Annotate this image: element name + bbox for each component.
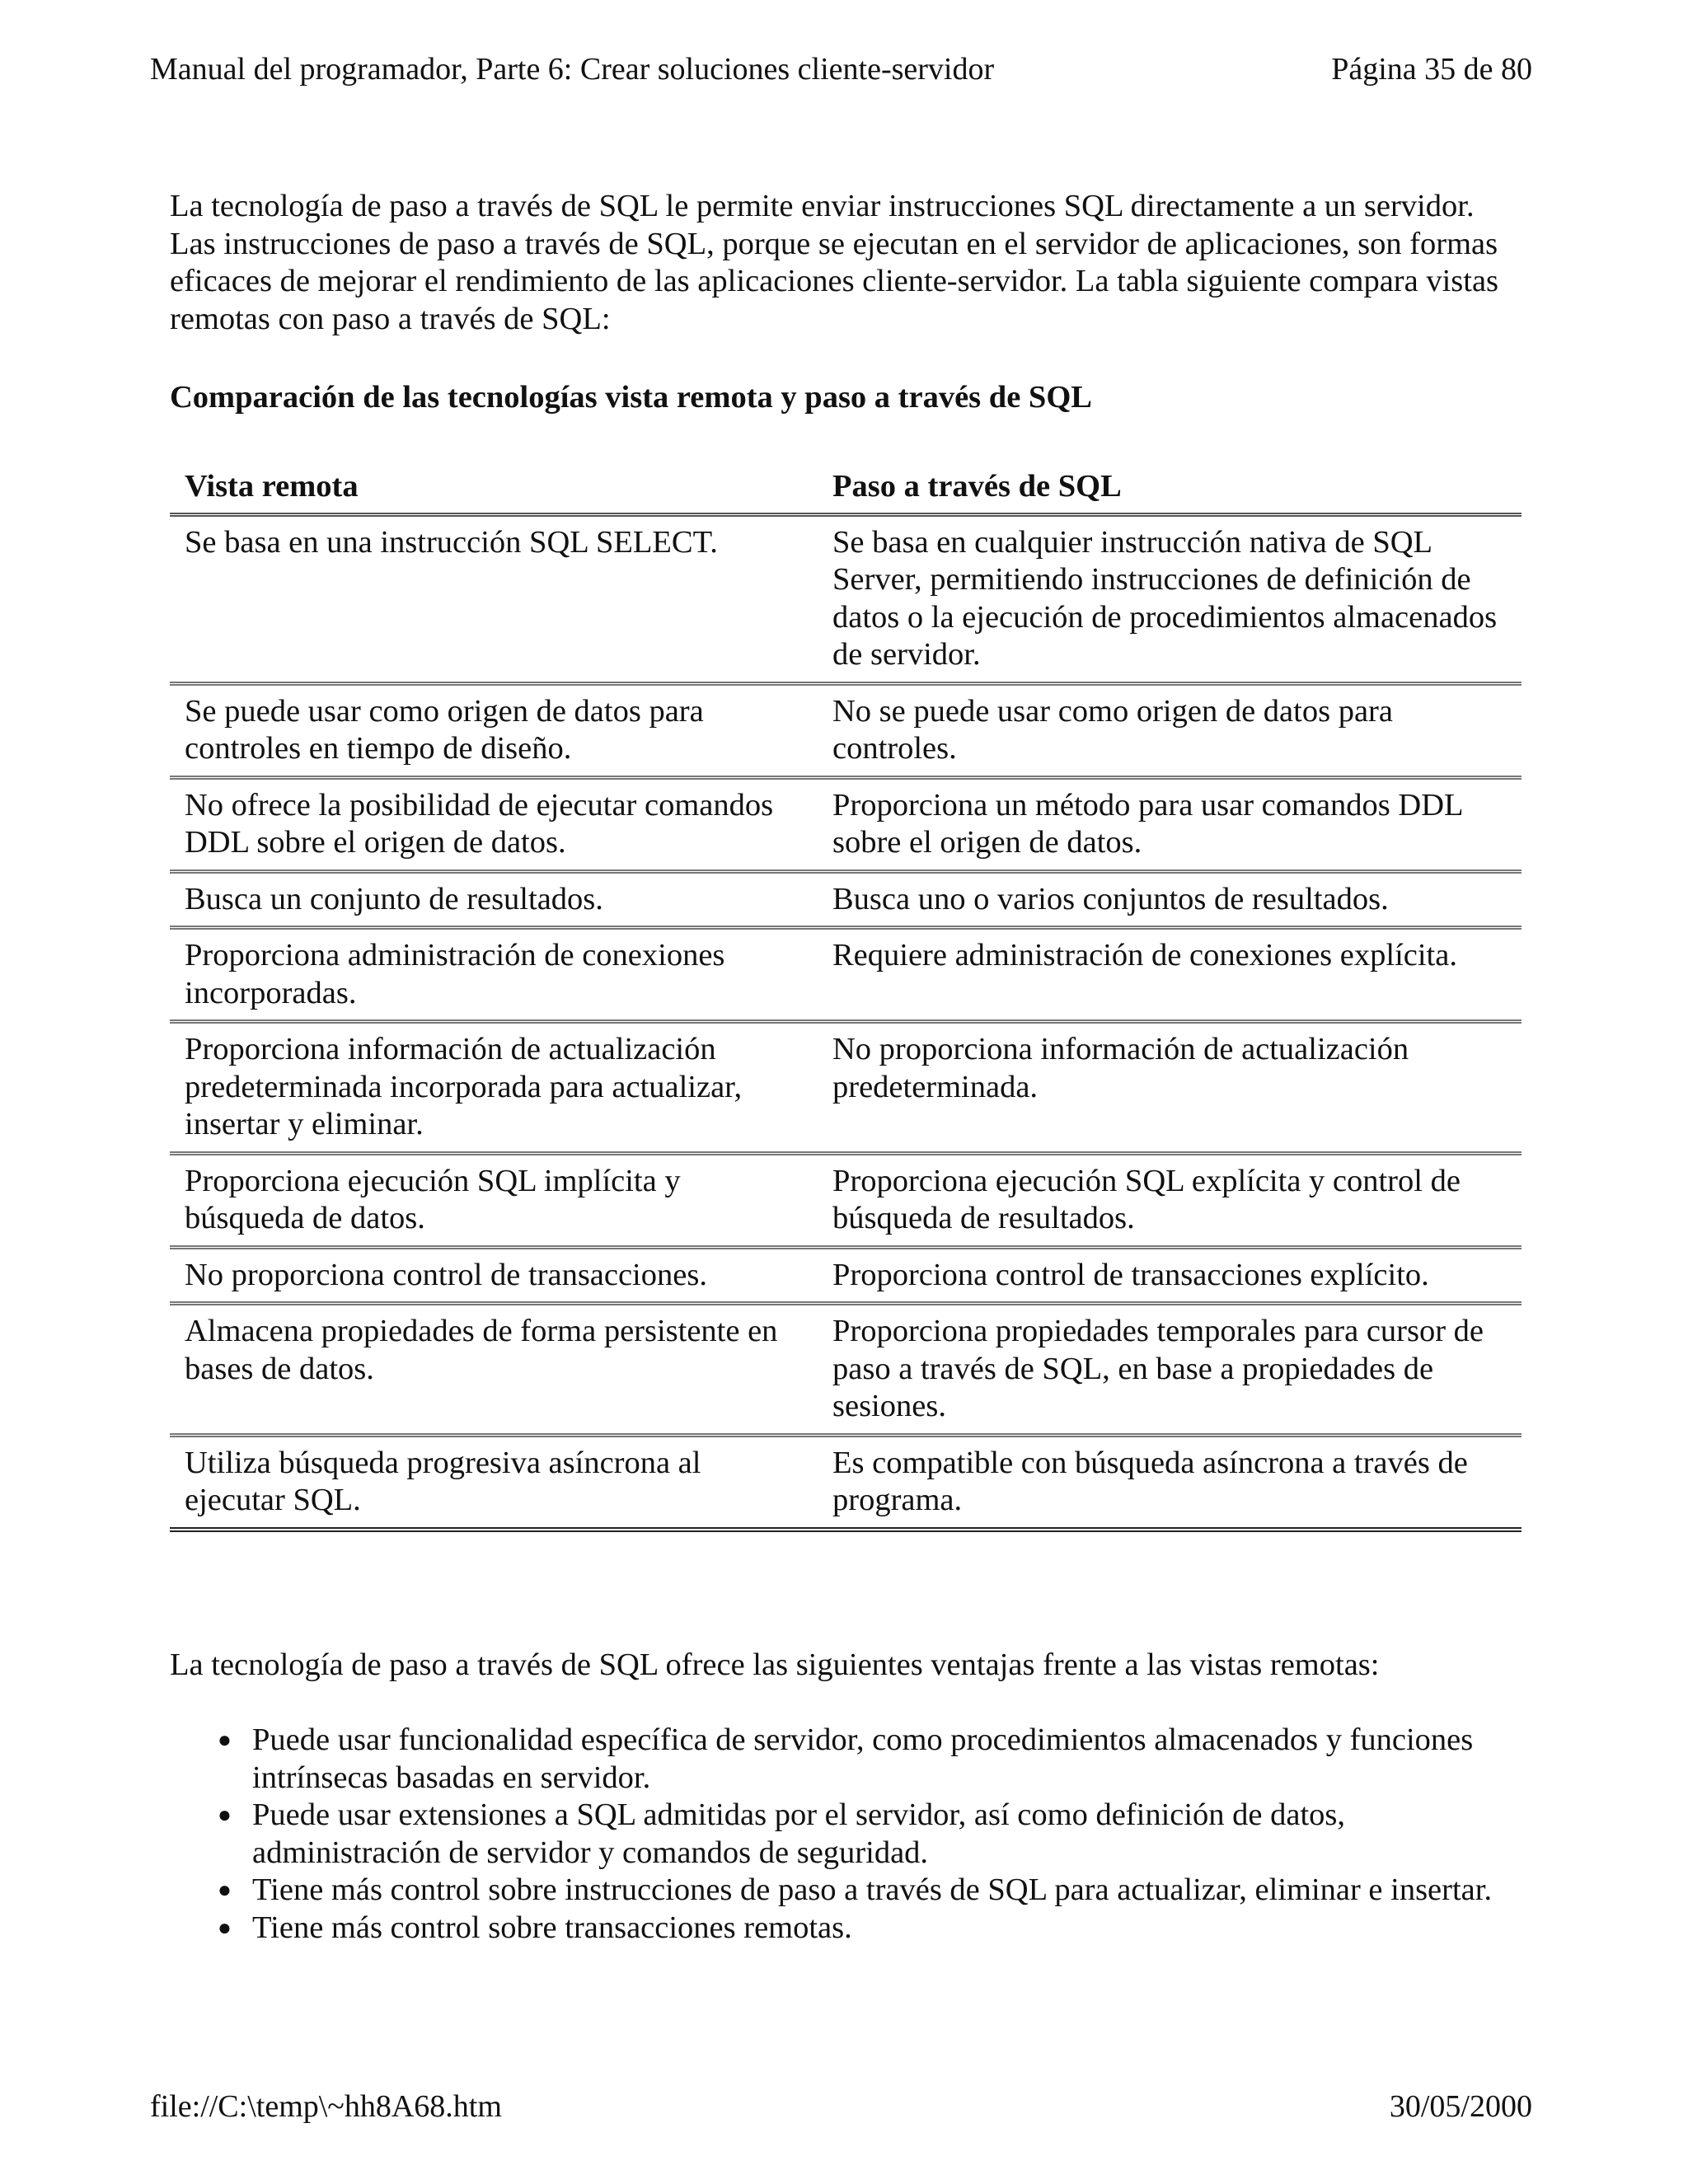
table-row [170, 686, 1522, 780]
list-item-text: Tiene más control sobre instrucciones de paso a través de SQL para actualizar, eliminar e insertar. [252, 1872, 1493, 1907]
table-cell: Proporciona información de actualización predeterminada incorporada para actualizar, insertar y eliminar. [170, 1024, 818, 1155]
table-cell: No ofrece la posibilidad de ejecutar comandos DDL sobre el origen de datos. [170, 780, 818, 874]
table-row [170, 1155, 1522, 1249]
bullet-icon: ● [218, 1727, 232, 1753]
table-row [170, 780, 1522, 874]
table-cell: Proporciona administración de conexiones incorporadas. [170, 930, 818, 1024]
advantages-intro: La tecnología de paso a través de SQL ofrece las siguientes ventajas frente a las vistas remotas: [170, 1647, 1380, 1682]
list-item [218, 1722, 1538, 1797]
table-cell: Proporciona propiedades temporales para cursor de paso a través de SQL, en base a propiedades de sesiones. [818, 1305, 1522, 1437]
table-cell: Se basa en una instrucción SQL SELECT. [170, 517, 818, 686]
advantages-list [203, 1722, 1538, 1947]
column-header-vista-remota: Vista remota [170, 463, 818, 517]
table-cell: Busca uno o varios conjuntos de resultados. [818, 874, 1522, 930]
table-cell: Busca un conjunto de resultados. [170, 874, 818, 930]
table-row [170, 1305, 1522, 1437]
table-cell: Se basa en cualquier instrucción nativa de SQL Server, permitiendo instrucciones de definición de datos o la ejecución de procedimientos almacenados de servidor. [818, 517, 1522, 686]
table-row [170, 1024, 1522, 1155]
footer-date: 30/05/2000 [1389, 2089, 1532, 2124]
table-cell: Proporciona control de transacciones explícito. [818, 1249, 1522, 1306]
bullet-icon: ● [218, 1802, 232, 1828]
column-header-paso-sql: Paso a través de SQL [818, 463, 1522, 517]
bullet-icon: ● [218, 1877, 232, 1903]
table-row [170, 874, 1522, 930]
list-item [218, 1910, 1538, 1947]
table-cell: Se puede usar como origen de datos para controles en tiempo de diseño. [170, 686, 818, 780]
table-cell: Es compatible con búsqueda asíncrona a través de programa. [818, 1437, 1522, 1532]
list-item [218, 1797, 1538, 1872]
table-caption: Comparación de las tecnologías vista remota y paso a través de SQL [170, 380, 1092, 415]
table-header-row [170, 463, 1522, 517]
intro-paragraph: La tecnología de paso a través de SQL le permite enviar instrucciones SQL directamente a un servidor. Las instrucciones de paso a través de SQL, porque se ejecutan en el servidor de aplicaciones, son formas eficaces de mejorar el rendimiento de las aplicaciones cliente-servidor. La tabla siguiente compara vistas remotas con paso a través de SQL: [170, 189, 1499, 336]
table-cell: No se puede usar como origen de datos para controles. [818, 686, 1522, 780]
list-item-text: Puede usar extensiones a SQL admitidas por el servidor, así como definición de datos, administración de servidor y comandos de seguridad. [252, 1797, 1346, 1870]
table-cell: Utiliza búsqueda progresiva asíncrona al ejecutar SQL. [170, 1437, 818, 1532]
table-cell: Proporciona ejecución SQL explícita y control de búsqueda de resultados. [818, 1155, 1522, 1249]
bullet-icon: ● [218, 1915, 232, 1941]
table-row [170, 930, 1522, 1024]
table-cell: Requiere administración de conexiones explícita. [818, 930, 1522, 1024]
table-cell: Proporciona ejecución SQL implícita y búsqueda de datos. [170, 1155, 818, 1249]
table-cell: Almacena propiedades de forma persistente en bases de datos. [170, 1305, 818, 1437]
table-cell: Proporciona un método para usar comandos DDL sobre el origen de datos. [818, 780, 1522, 874]
footer-file-path: file://C:\temp\~hh8A68.htm [150, 2089, 502, 2124]
list-item-text: Puede usar funcionalidad específica de servidor, como procedimientos almacenados y funciones intrínsecas basadas en servidor. [252, 1722, 1474, 1795]
table-row [170, 517, 1522, 686]
list-item [218, 1872, 1538, 1910]
page-header-title: Manual del programador, Parte 6: Crear soluciones cliente-servidor [150, 52, 995, 87]
table-row [170, 1249, 1522, 1306]
table-cell: No proporciona control de transacciones. [170, 1249, 818, 1306]
comparison-table [170, 463, 1522, 1532]
list-item-text: Tiene más control sobre transacciones remotas. [252, 1910, 852, 1945]
table-cell: No proporciona información de actualización predeterminada. [818, 1024, 1522, 1155]
page-number: Página 35 de 80 [1331, 52, 1532, 87]
table-row [170, 1437, 1522, 1532]
